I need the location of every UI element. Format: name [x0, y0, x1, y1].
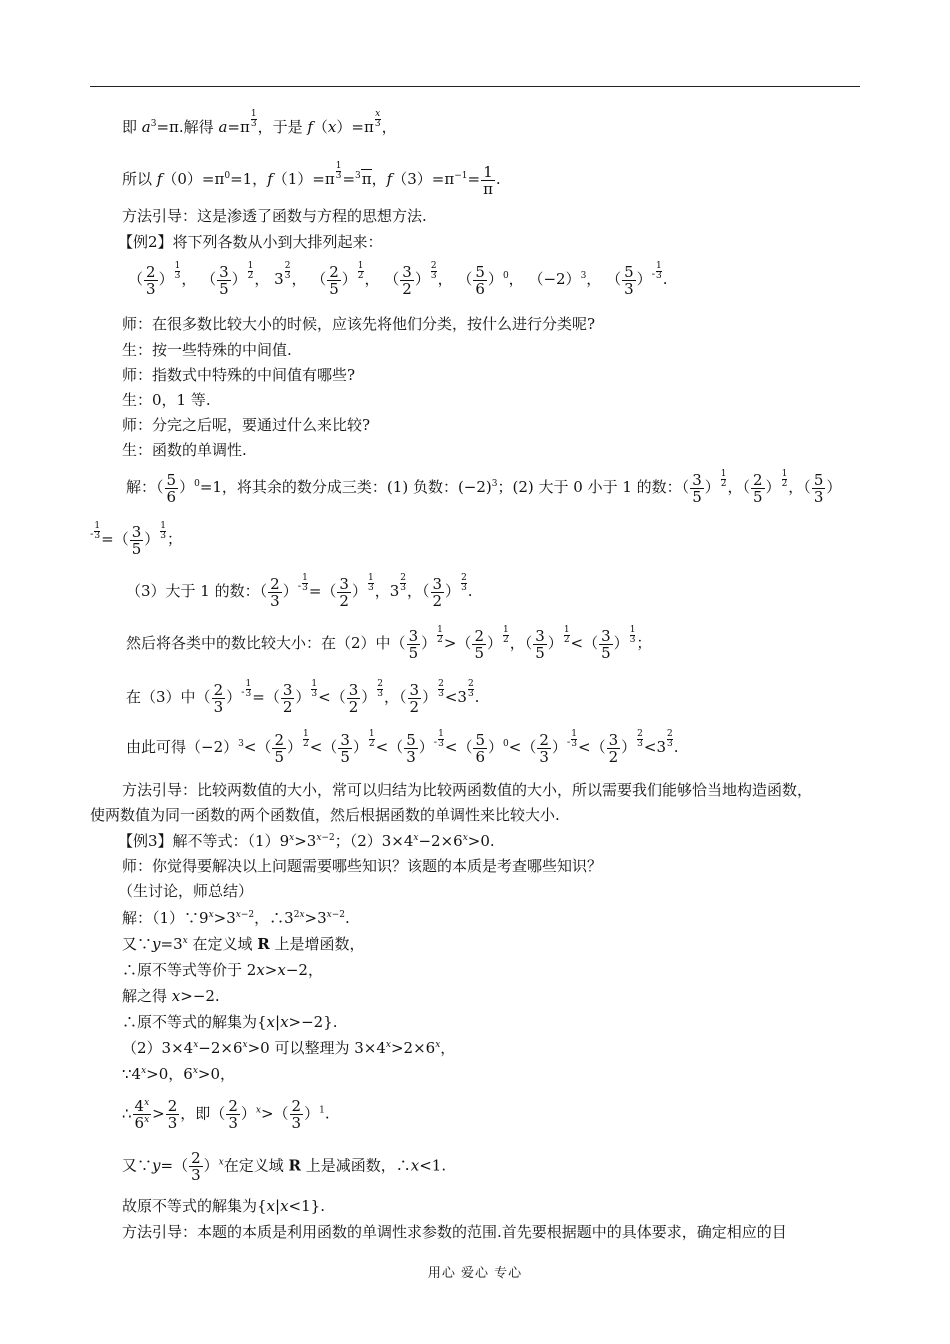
result-chain: 由此可得$(-2)^3<$（ $\frac{2}{5}$ ） $\frac{1}{2}$ <（ $\frac{3}{5}$ ） $\frac{1}{2}$ <（ $\frac{5}{3}$ ）- $\frac{1}{3}$ <（ $\frac{5}{6}$ ）$^0$<（ $\frac{2}{3}$ ）- $\frac{1}{3}$ <（ $\frac{3}{2}$ ） $\frac{2}{3}$ <3 $\frac{2}{3}$ .	[126, 729, 679, 766]
example-3-heading: 【例3】解不等式：$(1)9^x>3^{x-2}$；$(2)3\times 4^x-2\times 6^x>0$.	[118, 832, 495, 850]
dialogue-4: 生：0，1 等.	[122, 391, 211, 409]
method-guide-2a: 方法引导：比较两数值的大小，常可以归结为比较两函数值的大小，所以需要我们能够恰当地构造函数，	[122, 781, 813, 799]
compare-2: 然后将各类中的数比较大小：在（2）中（ $\frac{3}{5}$ ） $\frac{1}{2}$ >（ $\frac{2}{5}$ ） $\frac{1}{2}$ ，（ $\frac{3}{5}$ ） $\frac{1}{2}$ <（ $\frac{3}{5}$ ） $\frac{1}{3}$ ；	[126, 625, 652, 662]
teacher-question: 师：你觉得要解决以上问题需要哪些知识？该题的本质是考查哪些知识？	[122, 857, 603, 875]
line-1: 即 $a^3=\pi$.解得 a=π $\frac{1}{3}$ ，于是 f（x）=π $\frac{x}{3}$ ，	[122, 109, 397, 136]
solution-line-1b: - $\frac{1}{3}$ =（ $\frac{3}{5}$ ） $\frac{1}{3}$ ；	[90, 521, 183, 558]
solution-3-1: 解：$(1)\because 9^x>3^{x-2}$，$\therefore 3^{2x}>3^{x-2}$.	[122, 909, 350, 927]
solution-3-5: ∴原不等式的解集为{x|x>−2}.	[122, 1013, 338, 1031]
compare-3: 在（3）中（ $\frac{2}{3}$ ）- $\frac{1}{3}$ =（ $\frac{3}{2}$ ） $\frac{1}{3}$ <（ $\frac{3}{2}$ ） $\frac{2}{3}$ ，（ $\frac{3}{2}$ ） $\frac{2}{3}$ <3 $\frac{2}{3}$ .	[126, 679, 480, 716]
dialogue-2: 生：按一些特殊的中间值.	[122, 341, 292, 359]
solution-3-6: $(2)3\times 4^x-2\times 6^x>0$ 可以整理为 $3\times 4^x>2\times 6^x$，	[122, 1039, 456, 1057]
page-footer: 用心 爱心 专心	[427, 1266, 523, 1281]
solution-3-4: 解之得 x>−2.	[122, 987, 220, 1005]
solution-3-3: ∴原不等式等价于 2x>x−2，	[122, 961, 323, 979]
example-2-numbers: （ $\frac{2}{3}$ ） $\frac{1}{3}$ ， （ $\frac{3}{5}$ ） $\frac{1}{2}$ ， 3 $\frac{2}{3}$ ， （ $\frac{2}{5}$ ） $\frac{1}{2}$ ， （ $\frac{3}{2}$ ） $\frac{2}{3}$ ， （ $\frac{5}{6}$ ）$^0$， $(-2)^3$， （ $\frac{5}{3}$ ）- $\frac{1}{3}$ .	[128, 261, 668, 298]
solution-line-1: 解：（ $\frac{5}{6}$ ）$^0$=1，将其余的数分成三类：(1) 负数：$(-2)^3$；(2) 大于 0 小于 1 的数：（ $\frac{3}{5}$ ） $\frac{1}{2}$ ，（ $\frac{2}{5}$ ） $\frac{1}{2}$ ，（ $\frac{5}{3}$ ）	[126, 469, 842, 506]
solution-3-10: 故原不等式的解集为{x|x<1}.	[122, 1197, 325, 1215]
solution-3-7: $\because 4^x>0$，$6^x>0$，	[122, 1065, 236, 1083]
header-rule	[90, 86, 860, 87]
discussion-note: （生讨论，师总结）	[118, 882, 254, 900]
solution-3-8: ∴ $\frac{4^x}{6^x}$ > $\frac{2}{3}$ ，即（ $\frac{2}{3}$ ）$^x$>（ $\frac{2}{3}$ ）$^1$.	[122, 1097, 330, 1132]
dialogue-3: 师：指数式中特殊的中间值有哪些?	[122, 366, 356, 384]
line-2: 所以 $f(0)=\pi^0=1$，f（1）=π $\frac{1}{3}$ =$^3$π，$f(3)=\pi^{-1}=$ $\frac{1}{\pi}$ .	[122, 161, 501, 198]
example-2-heading: 【例2】将下列各数从小到大排列起来：	[118, 233, 383, 251]
solution-3-9: 又∵y=（ $\frac{2}{3}$ ）$^x$在定义域 R 上是减函数，∴x<1.	[122, 1149, 447, 1184]
dialogue-6: 生：函数的单调性.	[122, 441, 247, 459]
dialogue-1: 师：在很多数比较大小的时候，应该先将他们分类，按什么进行分类呢?	[122, 315, 596, 333]
dialogue-5: 师：分完之后呢，要通过什么来比较?	[122, 416, 371, 434]
category-3: （3）大于 1 的数：（ $\frac{2}{3}$ ）- $\frac{1}{3}$ =（ $\frac{3}{2}$ ） $\frac{1}{3}$ ，3 $\frac{2}{3}$ ，（ $\frac{3}{2}$ ） $\frac{2}{3}$ .	[126, 573, 473, 610]
solution-3-2: 又$\because y=3^x$ 在定义域 R 上是增函数，	[122, 935, 365, 953]
method-guide-3: 方法引导：本题的本质是利用函数的单调性求参数的范围.首先要根据题中的具体要求，确定相应的目	[122, 1223, 787, 1241]
method-guide-2b: 使两数值为同一函数的两个函数值，然后根据函数的单调性来比较大小.	[90, 806, 560, 824]
line-method-1: 方法引导：这是渗透了函数与方程的思想方法.	[122, 207, 427, 225]
